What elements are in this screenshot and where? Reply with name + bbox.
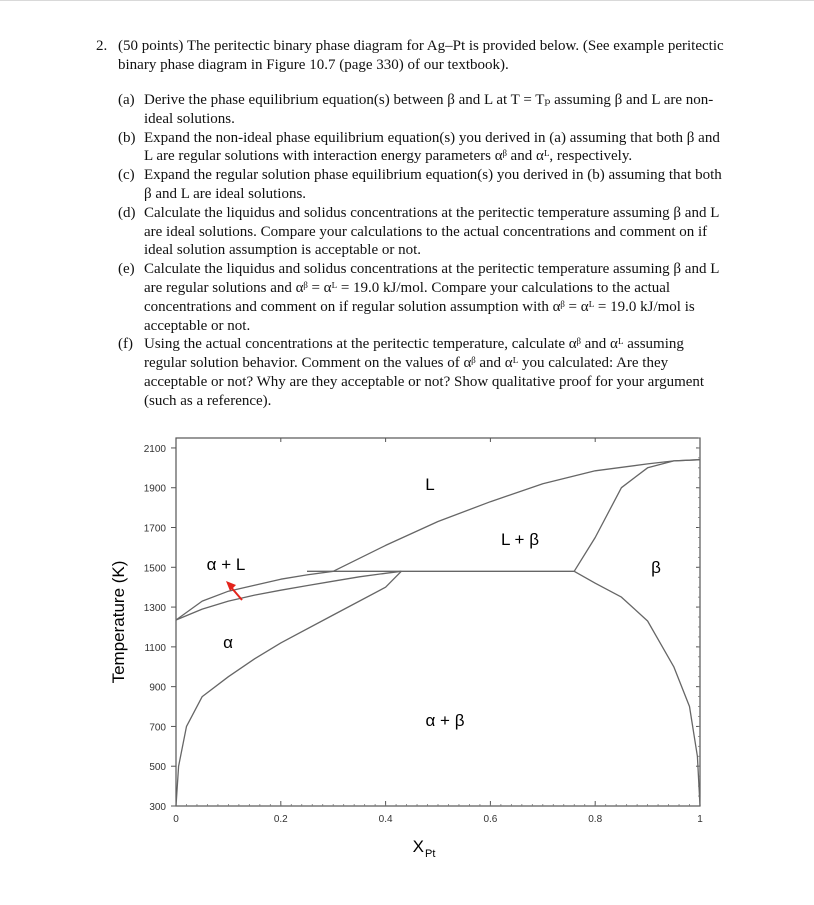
part-label: (a) <box>118 92 135 108</box>
part-text: Expand the non-ideal phase equilibrium equation(s) you derived in (a) assuming that both β and L are regular solutions with interaction energy parameters αᵝ and αᴸ, respectively. <box>144 129 720 165</box>
part-e <box>118 260 726 335</box>
part-a <box>118 91 726 129</box>
y-tick-label: 2100 <box>143 443 166 455</box>
y-axis-label: Temperature (K) <box>109 560 128 684</box>
x-axis-label: X <box>412 837 424 856</box>
part-label: (d) <box>118 204 136 221</box>
y-tick-label: 500 <box>149 762 166 774</box>
problem-statement: (50 points) The peritectic binary phase diagram for Ag–Pt is provided below. (See example peritectic binary phase diagram in Figure 10.7 (page 330) of our textbook). <box>118 38 724 73</box>
x-axis-label-subscript: Pt <box>425 848 436 860</box>
problem-header <box>96 37 736 75</box>
part-c <box>118 166 726 204</box>
region-label-alpha: α <box>223 633 233 652</box>
problem-parts <box>118 91 726 411</box>
x-tick-label: 0 <box>173 814 179 825</box>
part-label: (b) <box>118 129 136 146</box>
x-tick-label: 0.4 <box>378 814 393 825</box>
part-text: Expand the regular solution phase equilibrium equation(s) you derived in (b) assuming that both β and L are ideal solutions. <box>144 167 722 202</box>
x-tick-label: 0.2 <box>273 814 288 825</box>
region-label-beta: β <box>651 558 661 577</box>
part-text: Calculate the liquidus and solidus concentrations at the peritectic temperature assuming β and L are regular solutions and αᵝ = αᴸ = 19.0 kJ/mol. Compare your calculations to the actual concentrations and comment on if regular solution assumption with αᵝ = αᴸ = 19.0 kJ/mol is acceptable or not. <box>144 261 719 334</box>
plot-frame <box>176 438 700 806</box>
part-label: (c) <box>118 167 135 184</box>
part-label: (e) <box>118 261 135 278</box>
part-text: Derive the phase equilibrium equation(s) between β and L at T = Tₚ assuming β and L are non-ideal solutions. <box>144 92 714 127</box>
region-label-alpha-beta: α + β <box>425 711 465 730</box>
y-tick-label: 900 <box>149 682 166 694</box>
region-label-l: L <box>425 475 435 494</box>
part-label: (f) <box>118 336 133 353</box>
part-f <box>118 335 726 410</box>
y-tick-label: 700 <box>149 722 166 734</box>
region-label-alpha-l: α + L <box>206 555 246 574</box>
y-tick-label: 1700 <box>143 523 166 535</box>
top-rule <box>0 0 814 1</box>
part-d <box>118 204 726 260</box>
part-b <box>118 129 726 167</box>
phase-diagram-figure <box>100 430 720 870</box>
x-tick-label: 1 <box>697 814 703 825</box>
y-tick-label: 300 <box>149 802 166 813</box>
y-tick-label: 1100 <box>144 642 166 654</box>
region-label-l-beta: L + β <box>501 530 539 549</box>
part-text: Calculate the liquidus and solidus concentrations at the peritectic temperature assuming β and L are ideal solutions. Compare your calculations to the actual concentrations and comment on if ideal solution assumption is acceptable or not. <box>144 204 719 259</box>
problem-number: 2. <box>96 38 108 54</box>
phase-diagram-chart <box>100 430 720 870</box>
y-tick-label: 1300 <box>143 603 166 615</box>
y-tick-label: 1900 <box>143 483 166 495</box>
x-tick-label: 0.8 <box>588 814 603 825</box>
part-text: Using the actual concentrations at the peritectic temperature, calculate αᵝ and αᴸ assuming regular solution behavior. Comment on the values of αᵝ and αᴸ you calculated: Are they acceptable or not? Why are they acceptable or not? Show qualitative proof for your argument (such as a reference). <box>144 336 705 409</box>
y-tick-label: 1500 <box>143 563 166 575</box>
x-tick-label: 0.6 <box>483 814 498 825</box>
